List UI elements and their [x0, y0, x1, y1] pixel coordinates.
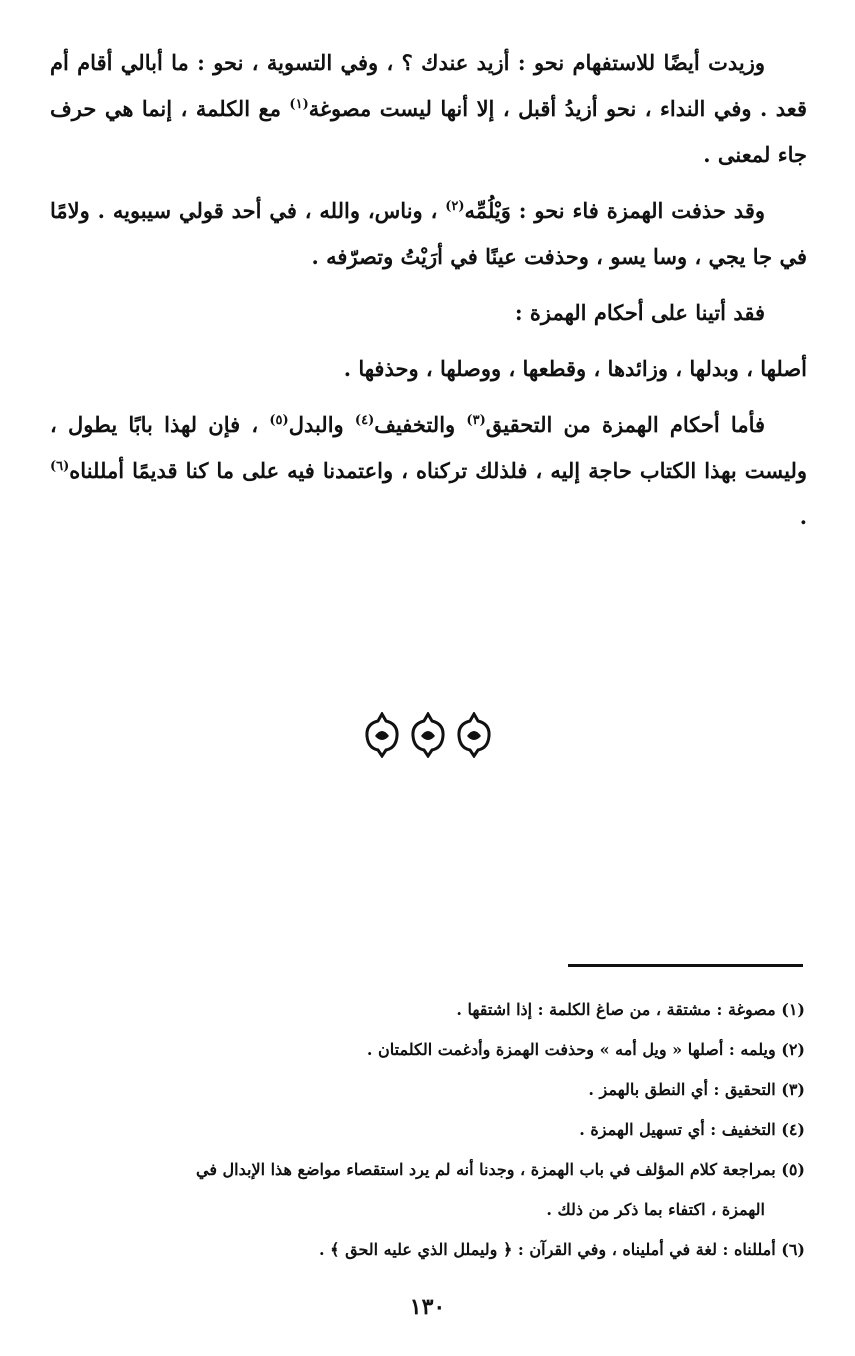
paragraph-2-text-end: ، وناس، والله ، في أحد قولي سيبويه . ولامًا في جا يجي ، وسا يسو ، وحذفت عينًا في أرَيْتُ وتصرّفه . [50, 198, 807, 269]
footnote-ref-6: (٦) [50, 459, 70, 474]
footnote-ref-2: (٢) [445, 199, 465, 214]
footnote-5: (٥) بمراجعة كلام المؤلف في باب الهمزة ، وجدنا أنه لم يرد استقصاء مواضع هذا الإبدال في [195, 1160, 805, 1179]
paragraph-2-text: وقد حذفت الهمزة فاء نحو : وَيْلُمِّه [464, 198, 766, 223]
main-text [50, 40, 807, 550]
paragraph-5-text-b: والتخفيف [374, 412, 467, 437]
fleuron-icon [455, 712, 493, 758]
paragraph-2 [50, 188, 807, 280]
footnote-ref-4: (٤) [354, 413, 375, 428]
paragraph-4: أصلها ، وبدلها ، وزائدها ، وقطعها ، ووصلها ، وحذفها . [343, 356, 807, 381]
paragraph-3: فقد أتينا على أحكام الهمزة : [514, 300, 765, 325]
footnote-2: (٢) ويلمه : أصلها « ويل أمه » وحذفت الهمزة وأدغمت الكلمتان . [366, 1040, 805, 1059]
page-number: ١٣٠ [409, 1294, 446, 1320]
footnote-6: (٦) أمللناه : لغة في أمليناه ، وفي القرآن : ﴿ وليملل الذي عليه الحق ﴾ . [319, 1240, 805, 1259]
paragraph-5-text-c: والبدل [288, 412, 355, 437]
paragraph-1-text-end: مع الكلمة ، إنما هي حرف جاء لمعنى . [50, 96, 807, 167]
paragraph-5-text: فأما أحكام الهمزة من التحقيق [485, 412, 766, 437]
footnotes [40, 990, 805, 1270]
footnote-ref-5: (٥) [269, 413, 289, 428]
footnote-ref-3: (٣) [466, 413, 486, 428]
paragraph-5 [50, 402, 807, 540]
paragraph-5-text-d: ، فإن لهذا بابًا يطول ، وليست بهذا الكتاب حاجة إليه ، فلذلك تركناه ، واعتمدنا فيه على ما كنا قديمًا أمللناه [50, 412, 807, 483]
section-ornament [0, 712, 855, 758]
paragraph-5-text-e: . [799, 504, 807, 529]
paragraph-1-text: وزيدت أيضًا للاستفهام نحو : أزيد عندك ؟ ، وفي التسوية ، نحو : ما أبالي أقام أم قعد . وفي النداء ، نحو أزيدُ أقبل ، إلا أنها ليست مصوغة [50, 50, 807, 121]
footnote-ref-1: (١) [289, 97, 309, 112]
fleuron-icon [363, 712, 401, 758]
footnote-separator [568, 964, 803, 967]
footnote-1: (١) مصوغة : مشتقة ، من صاغ الكلمة : إذا اشتقها . [456, 1000, 805, 1019]
paragraph-1 [50, 40, 807, 178]
fleuron-icon [409, 712, 447, 758]
footnote-5-continuation: الهمزة ، اكتفاء بما ذكر من ذلك . [546, 1200, 765, 1219]
footnote-4: (٤) التخفيف : أي تسهيل الهمزة . [579, 1120, 805, 1139]
footnote-3: (٣) التحقيق : أي النطق بالهمز . [588, 1080, 805, 1099]
